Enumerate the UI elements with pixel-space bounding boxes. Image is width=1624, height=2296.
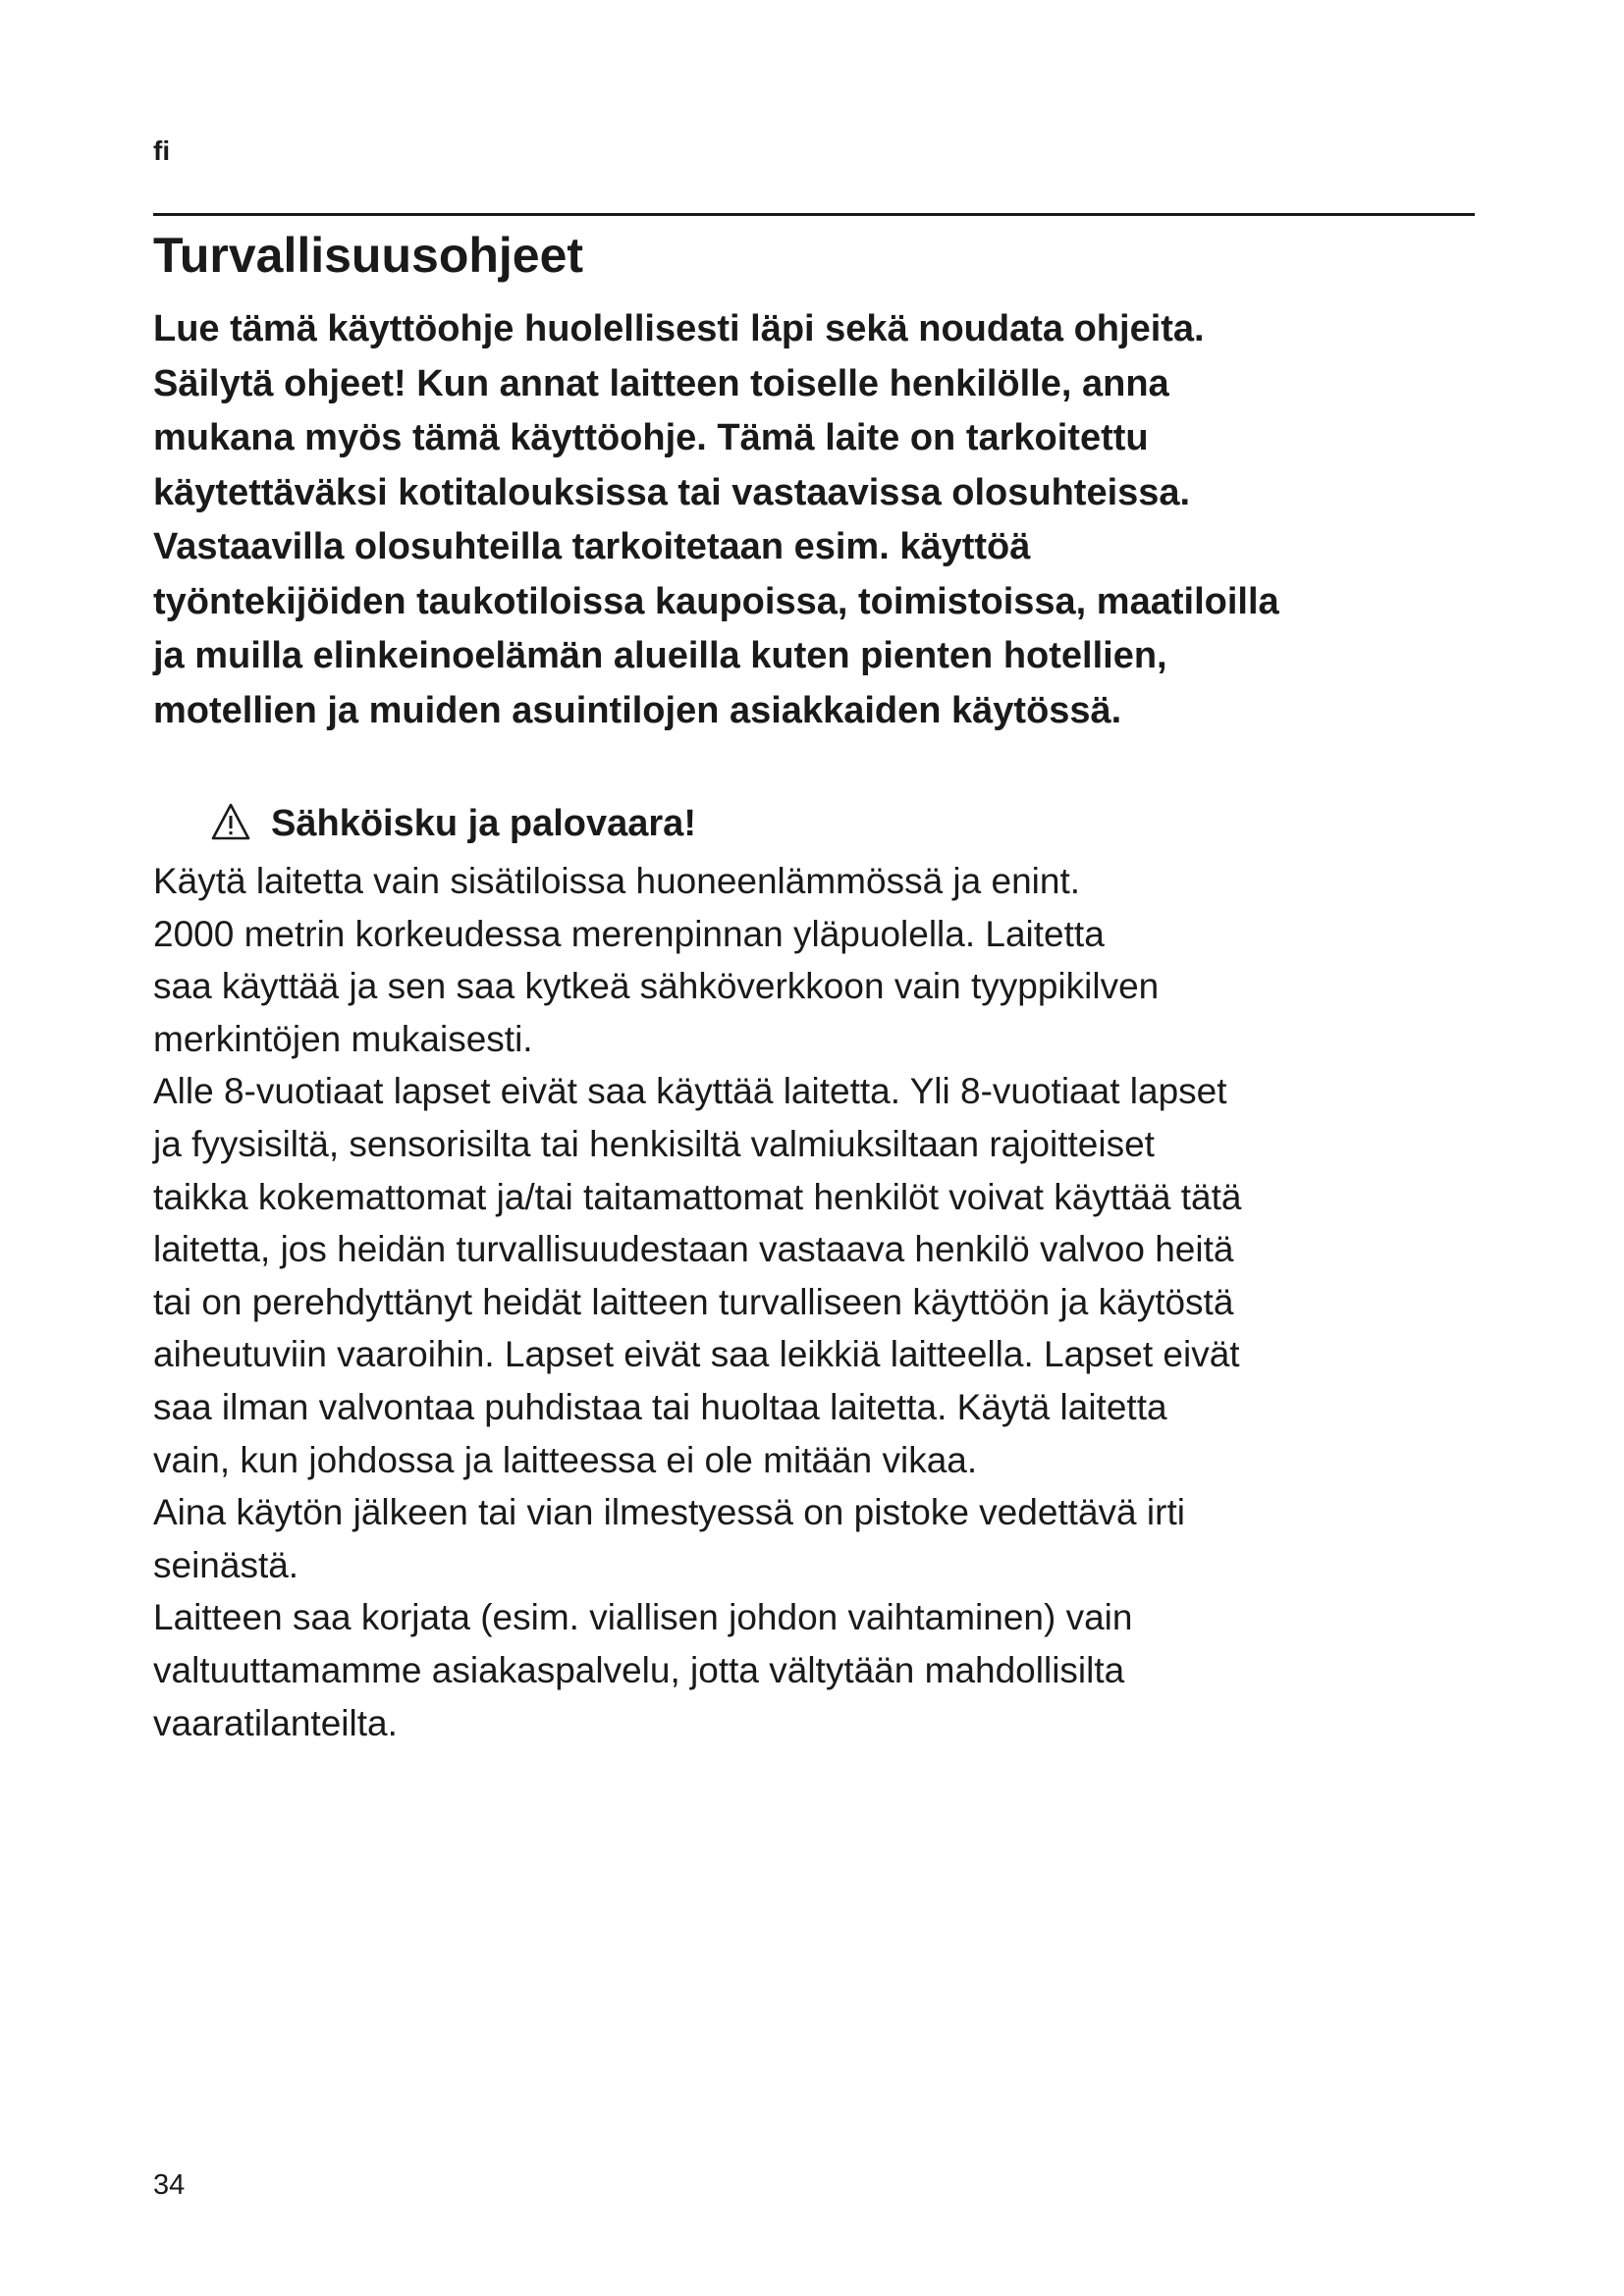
body-line: Käytä laitetta vain sisätiloissa huoneenlämmössä ja enint. bbox=[153, 861, 1081, 901]
body-line: valtuuttamamme asiakaspalvelu, jotta vältytään mahdollisilta bbox=[153, 1649, 1125, 1690]
intro-line: työntekijöiden taukotiloissa kaupoissa, toimistoissa, maatiloilla bbox=[153, 580, 1279, 622]
body-line: Alle 8-vuotiaat lapset eivät saa käyttää laitetta. Yli 8-vuotiaat lapset bbox=[153, 1071, 1227, 1112]
safety-body-text bbox=[153, 855, 1489, 1749]
body-line: taikka kokemattomat ja/tai taitamattomat henkilöt voivat käyttää tätä bbox=[153, 1176, 1242, 1217]
intro-line: motellien ja muiden asuintilojen asiakkaiden käytössä. bbox=[153, 689, 1122, 731]
intro-line: Lue tämä käyttöohje huolellisesti läpi sekä noudata ohjeita. bbox=[153, 308, 1205, 349]
intro-line: Säilytä ohjeet! Kun annat laitteen toiselle henkilölle, anna bbox=[153, 362, 1169, 404]
body-line: ja fyysisiltä, sensorisilta tai henkisiltä valmiuksiltaan rajoitteiset bbox=[153, 1123, 1155, 1164]
section-title: Turvallisuusohjeet bbox=[153, 228, 584, 283]
body-line: vaaratilanteilta. bbox=[153, 1702, 398, 1743]
warning-triangle-icon bbox=[210, 802, 251, 841]
body-line: saa käyttää ja sen saa kytkeä sähköverkkoon vain tyyppikilven bbox=[153, 966, 1160, 1007]
intro-line: Vastaavilla olosuhteilla tarkoitetaan esim. käyttöä bbox=[153, 526, 1031, 567]
warning-heading bbox=[210, 798, 696, 849]
body-line: aiheutuviin vaaroihin. Lapset eivät saa leikkiä laitteella. Lapset eivät bbox=[153, 1334, 1240, 1375]
body-line: 2000 metrin korkeudessa merenpinnan yläpuolella. Laitetta bbox=[153, 913, 1105, 954]
body-line: saa ilman valvontaa puhdistaa tai huoltaa laitetta. Käytä laitetta bbox=[153, 1386, 1167, 1427]
body-line: vain, kun johdossa ja laitteessa ei ole mitään vikaa. bbox=[153, 1439, 978, 1480]
language-code: fi bbox=[153, 135, 171, 166]
body-line: merkintöjen mukaisesti. bbox=[153, 1018, 533, 1059]
intro-line: käytettäväksi kotitalouksissa tai vastaavissa olosuhteissa. bbox=[153, 471, 1191, 513]
intro-line: ja muilla elinkeinoelämän alueilla kuten pienten hotellien, bbox=[153, 635, 1167, 676]
page-number: 34 bbox=[153, 2169, 186, 2201]
body-line: seinästä. bbox=[153, 1544, 299, 1585]
header-divider bbox=[153, 213, 1475, 216]
intro-line: mukana myös tämä käyttöohje. Tämä laite on tarkoitettu bbox=[153, 417, 1149, 458]
body-line: Laitteen saa korjata (esim. viallisen johdon vaihtaminen) vain bbox=[153, 1597, 1133, 1638]
body-line: Aina käytön jälkeen tai vian ilmestyessä on pistoke vedettävä irti bbox=[153, 1492, 1185, 1533]
body-line: tai on perehdyttänyt heidät laitteen turvalliseen käyttöön ja käytöstä bbox=[153, 1281, 1234, 1322]
body-line: laitetta, jos heidän turvallisuudestaan vastaava henkilö valvoo heitä bbox=[153, 1229, 1234, 1270]
intro-paragraph bbox=[153, 302, 1489, 738]
warning-heading-text: Sähköisku ja palovaara! bbox=[271, 803, 696, 844]
